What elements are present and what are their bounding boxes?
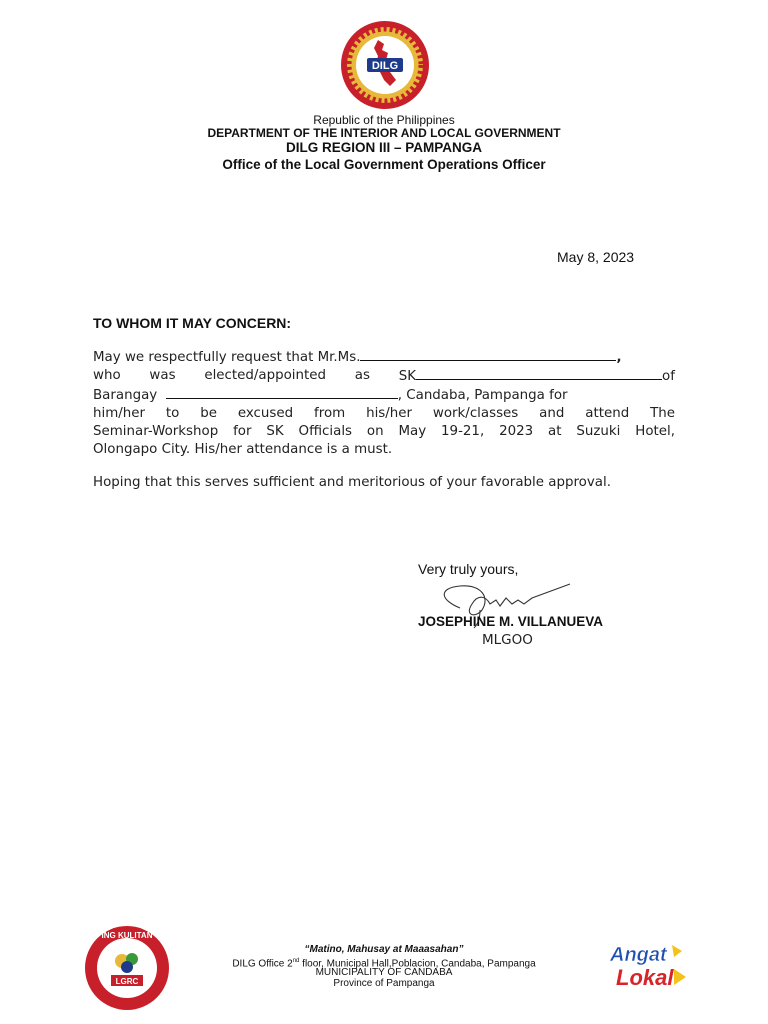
republic-line: Republic of the Philippines [313,113,455,127]
paragraph-line-2 [93,367,675,386]
lgrc-top-text: ING KULITAN [101,931,153,940]
word: as [354,368,370,383]
footer-municipality: MUNICIPALITY OF CANDABA [315,967,453,978]
dilg-seal-logo [340,20,430,110]
name-blank [360,348,616,361]
paragraph-line-1 [93,348,675,367]
footer-motto: “Matino, Mahusay at Maaasahan” [304,944,464,955]
signatory-title: MLGOO [482,632,533,648]
word: of [662,369,675,384]
salutation: TO WHOM IT MAY CONCERN: [93,315,292,331]
address-prefix: DILG Office 2 [232,958,293,970]
closing-paragraph: Hoping that this serves sufficient and meritorious of your favorable approval. [93,475,611,490]
paragraph-line-5: Seminar-Workshop for SK Officials on May 19-21, 2023 at Suzuki Hotel, [93,424,675,439]
line1-text: May we respectfully request that Mr.Ms. [93,350,361,365]
barangay-blank [166,386,398,399]
angat-text: Angat [610,944,667,966]
lokal-text: Lokal [616,965,674,990]
word: who [93,368,121,383]
footer-province: Province of Pampanga [333,978,435,989]
signatory-name: JOSEPHINE M. VILLANUEVA [418,614,604,629]
paragraph-line-6: Olongapo City. His/her attendance is a must. [93,442,393,457]
seal-text: DILG [371,60,399,72]
word: elected/appointed [204,368,326,383]
letter-date: May 8, 2023 [557,249,635,265]
office-line: Office of the Local Government Operations Officer [222,157,546,172]
paragraph-line-4: him/her to be excused from his/her work/classes and attend The [93,406,675,421]
line1-comma: , [616,350,622,365]
request-paragraph [93,348,675,459]
address-suffix: floor, Municipal Hall,Poblacion, Candaba, Pampanga [299,958,536,970]
line3-text: , Candaba, Pampanga for [397,388,568,403]
closing-phrase: Very truly yours, [418,561,519,577]
department-line: DEPARTMENT OF THE INTERIOR AND LOCAL GOVERNMENT [207,126,561,140]
position-blank [416,367,662,380]
paragraph-line-3 [93,386,675,405]
word: was [149,368,176,383]
region-line: DILG REGION III – PAMPANGA [285,140,482,155]
lgrc-mid-text: LGRC [115,977,139,986]
sk-label: SK [398,369,417,384]
barangay-label: Barangay [93,388,158,403]
angat-lokal-logo [602,937,688,999]
address-sup: nd [292,958,300,964]
